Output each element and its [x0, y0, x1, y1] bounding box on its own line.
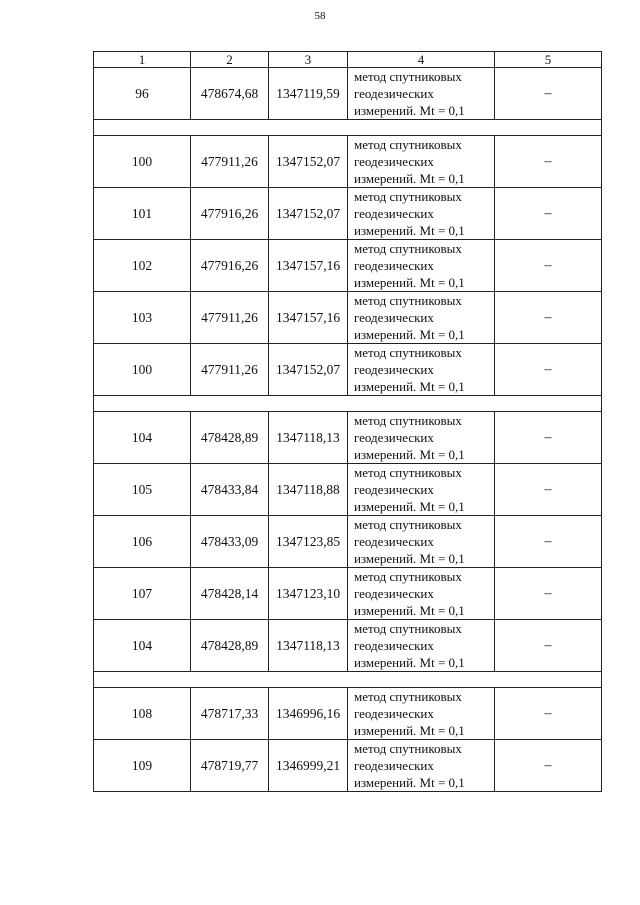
note-cell: – [495, 464, 602, 516]
table-row [94, 136, 602, 188]
point-number-cell: 96 [94, 68, 191, 120]
note-cell: – [495, 292, 602, 344]
page-number: 58 [314, 10, 326, 22]
point-number-cell: 109 [94, 740, 191, 792]
method-cell: метод спутниковых геодезических измерений. Mt = 0,1 [348, 292, 495, 344]
note-cell: – [495, 568, 602, 620]
y-coordinate-cell: 1347123,85 [269, 516, 348, 568]
method-cell: метод спутниковых геодезических измерений. Mt = 0,1 [348, 464, 495, 516]
y-coordinate-cell: 1347118,13 [269, 412, 348, 464]
table-row [94, 68, 602, 120]
column-header: 2 [191, 52, 269, 68]
note-cell: – [495, 344, 602, 396]
method-cell: метод спутниковых геодезических измерений. Mt = 0,1 [348, 240, 495, 292]
point-number-cell: 108 [94, 688, 191, 740]
point-number-cell: 104 [94, 412, 191, 464]
y-coordinate-cell: 1347119,59 [269, 68, 348, 120]
y-coordinate-cell: 1347152,07 [269, 188, 348, 240]
method-cell: метод спутниковых геодезических измерений. Mt = 0,1 [348, 68, 495, 120]
x-coordinate-cell: 478433,09 [191, 516, 269, 568]
point-number-cell: 100 [94, 136, 191, 188]
point-number-cell: 101 [94, 188, 191, 240]
table-row [94, 188, 602, 240]
x-coordinate-cell: 477911,26 [191, 292, 269, 344]
group-separator-cell [94, 396, 602, 412]
x-coordinate-cell: 478428,14 [191, 568, 269, 620]
x-coordinate-cell: 478428,89 [191, 620, 269, 672]
column-header: 4 [348, 52, 495, 68]
note-cell: – [495, 688, 602, 740]
note-cell: – [495, 412, 602, 464]
y-coordinate-cell: 1346999,21 [269, 740, 348, 792]
table-row [94, 688, 602, 740]
method-cell: метод спутниковых геодезических измерений. Mt = 0,1 [348, 412, 495, 464]
point-number-cell: 103 [94, 292, 191, 344]
note-cell: – [495, 516, 602, 568]
method-cell: метод спутниковых геодезических измерений. Mt = 0,1 [348, 740, 495, 792]
note-cell: – [495, 740, 602, 792]
note-cell: – [495, 620, 602, 672]
x-coordinate-cell: 478433,84 [191, 464, 269, 516]
y-coordinate-cell: 1346996,16 [269, 688, 348, 740]
x-coordinate-cell: 478719,77 [191, 740, 269, 792]
method-cell: метод спутниковых геодезических измерений. Mt = 0,1 [348, 620, 495, 672]
table-row [94, 620, 602, 672]
table-row [94, 240, 602, 292]
group-separator-row [94, 120, 602, 136]
point-number-cell: 104 [94, 620, 191, 672]
point-number-cell: 106 [94, 516, 191, 568]
x-coordinate-cell: 477911,26 [191, 344, 269, 396]
y-coordinate-cell: 1347157,16 [269, 240, 348, 292]
point-number-cell: 107 [94, 568, 191, 620]
note-cell: – [495, 136, 602, 188]
table-row [94, 516, 602, 568]
method-cell: метод спутниковых геодезических измерений. Mt = 0,1 [348, 344, 495, 396]
y-coordinate-cell: 1347123,10 [269, 568, 348, 620]
point-number-cell: 100 [94, 344, 191, 396]
x-coordinate-cell: 478717,33 [191, 688, 269, 740]
y-coordinate-cell: 1347118,88 [269, 464, 348, 516]
x-coordinate-cell: 477911,26 [191, 136, 269, 188]
point-number-cell: 105 [94, 464, 191, 516]
y-coordinate-cell: 1347118,13 [269, 620, 348, 672]
y-coordinate-cell: 1347152,07 [269, 344, 348, 396]
method-cell: метод спутниковых геодезических измерений. Mt = 0,1 [348, 688, 495, 740]
method-cell: метод спутниковых геодезических измерений. Mt = 0,1 [348, 516, 495, 568]
method-cell: метод спутниковых геодезических измерений. Mt = 0,1 [348, 188, 495, 240]
table-row [94, 740, 602, 792]
y-coordinate-cell: 1347152,07 [269, 136, 348, 188]
coordinates-table [93, 51, 602, 792]
x-coordinate-cell: 477916,26 [191, 188, 269, 240]
column-header: 1 [94, 52, 191, 68]
note-cell: – [495, 68, 602, 120]
note-cell: – [495, 188, 602, 240]
group-separator-cell [94, 672, 602, 688]
group-separator-cell [94, 120, 602, 136]
table-row [94, 412, 602, 464]
y-coordinate-cell: 1347157,16 [269, 292, 348, 344]
table-body [94, 52, 602, 792]
group-separator-row [94, 396, 602, 412]
table-row [94, 464, 602, 516]
table-row [94, 292, 602, 344]
x-coordinate-cell: 477916,26 [191, 240, 269, 292]
point-number-cell: 102 [94, 240, 191, 292]
table-row [94, 568, 602, 620]
x-coordinate-cell: 478428,89 [191, 412, 269, 464]
table-row [94, 344, 602, 396]
note-cell: – [495, 240, 602, 292]
column-header: 5 [495, 52, 602, 68]
method-cell: метод спутниковых геодезических измерений. Mt = 0,1 [348, 568, 495, 620]
header-row [94, 52, 602, 68]
column-header: 3 [269, 52, 348, 68]
group-separator-row [94, 672, 602, 688]
method-cell: метод спутниковых геодезических измерений. Mt = 0,1 [348, 136, 495, 188]
x-coordinate-cell: 478674,68 [191, 68, 269, 120]
